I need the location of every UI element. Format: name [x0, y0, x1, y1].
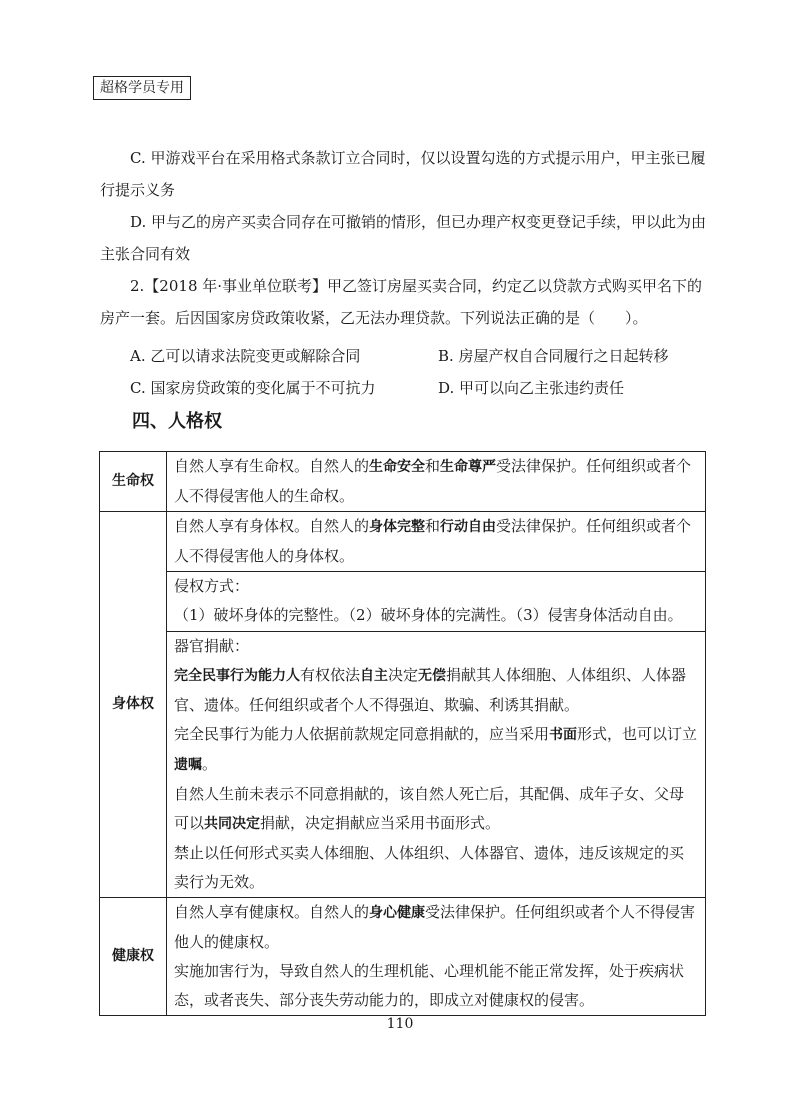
text: 自然人享有健康权。自然人的: [174, 903, 370, 921]
emphasis: 书面: [549, 727, 578, 743]
q1-option-c: C. 甲游戏平台在采用格式条款订立合同时，仅以设置勾选的方式提示用户，甲主张已履行提示义务: [100, 149, 706, 199]
body-definition-cell: [167, 512, 706, 572]
text: 和: [425, 457, 441, 475]
emphasis: 行动自由: [440, 519, 497, 535]
table-row-body-1: [100, 512, 706, 572]
infringe-items: （1）破坏身体的完整性。（2）破坏身体的完满性。（3）侵害身体活动自由。: [174, 606, 683, 624]
table-row-body-3: [100, 632, 706, 898]
infringe-title: 侵权方式：: [174, 577, 250, 595]
text: 受法律保护。任何组织或者个人不得侵害他人的生命权。: [174, 457, 692, 505]
q2-option-b: B. 房屋产权自合同履行之日起转移: [438, 347, 669, 365]
health-para-1: [174, 898, 698, 957]
table-row-health: [100, 898, 706, 1016]
q2-option-d: D. 甲可以向乙主张违约责任: [438, 379, 625, 397]
text: 完全民事行为能力人依据前款规定同意捐献的，应当采用: [174, 725, 550, 743]
q2-option-a: A. 乙可以请求法院变更或解除合同: [130, 347, 361, 365]
page-number: 110: [386, 1016, 414, 1032]
text: 受法律保护。任何组织或者个人不得侵害他人的健康权。: [174, 903, 696, 951]
q1-option-d: D. 甲与乙的房产买卖合同存在可撤销的情形，但已办理产权变更登记手续，甲以此为由主张合同有效: [100, 213, 707, 263]
text: 和: [425, 517, 441, 535]
life-cell: [167, 452, 706, 512]
text: 捐献其人体细胞、人体组织、人体器官、遗体。任何组织或者个人不得强迫、欺骗、利诱其捐献。: [174, 666, 687, 714]
exclusive-stamp: 超格学员专用: [93, 76, 191, 100]
row-head-body: 身体权: [100, 512, 167, 898]
organ-para-2: [174, 720, 698, 780]
body-infringe-cell: [167, 572, 706, 632]
emphasis: 无偿: [418, 668, 447, 684]
text: 形式，也可以订立: [577, 725, 698, 743]
table-row-body-2: [100, 572, 706, 632]
text: 决定: [388, 666, 419, 684]
text: 自然人享有身体权。自然人的: [174, 517, 370, 535]
emphasis: 遗嘱: [174, 757, 202, 773]
row-head-life: 生命权: [100, 452, 167, 512]
text: 。: [202, 755, 218, 773]
emphasis: 共同决定: [204, 816, 261, 832]
organ-para-1: [174, 661, 698, 720]
emphasis: 身体完整: [369, 519, 426, 535]
personality-rights-table: [99, 451, 706, 1016]
text: 捐献，决定捐献应当采用书面形式。: [260, 814, 501, 832]
emphasis: 生命尊严: [440, 459, 497, 475]
emphasis: 完全民事行为能力人: [174, 668, 300, 684]
table-row-life: [100, 452, 706, 512]
health-cell: [167, 898, 706, 1016]
body-organ-cell: [167, 632, 706, 898]
emphasis: 身心健康: [369, 905, 426, 921]
text: 自然人享有生命权。自然人的: [174, 457, 370, 475]
text: 受法律保护。任何组织或者个人不得侵害他人的身体权。: [174, 517, 692, 565]
organ-para-3: [174, 780, 698, 839]
health-para-2: 实施加害行为，导致自然人的生理机能、心理机能不能正常发挥，处于疾病状态，或者丧失、部分丧失劳动能力的，即成立对健康权的侵害。: [174, 962, 685, 1009]
q2-stem: 2.【2018 年·事业单位联考】甲乙签订房屋买卖合同，约定乙以贷款方式购买甲名下的房产一套。后因国家房贷政策收紧，乙无法办理贷款。下列说法正确的是（ ）。: [100, 277, 703, 327]
section-title: 四、人格权: [132, 411, 222, 432]
q2-option-c: C. 国家房贷政策的变化属于不可抗力: [130, 379, 376, 397]
row-head-health: 健康权: [100, 898, 167, 1016]
text: 有权依法: [300, 666, 361, 684]
emphasis: 自主: [360, 668, 389, 684]
organ-para-4: 禁止以任何形式买卖人体细胞、人体组织、人体器官、遗体，违反该规定的买卖行为无效。: [174, 844, 685, 891]
text: 自然人生前未表示不同意捐献的，该自然人死亡后，其配偶、成年子女、父母可以: [174, 785, 685, 832]
emphasis: 生命安全: [369, 459, 426, 475]
organ-title: 器官捐献：: [174, 637, 250, 655]
